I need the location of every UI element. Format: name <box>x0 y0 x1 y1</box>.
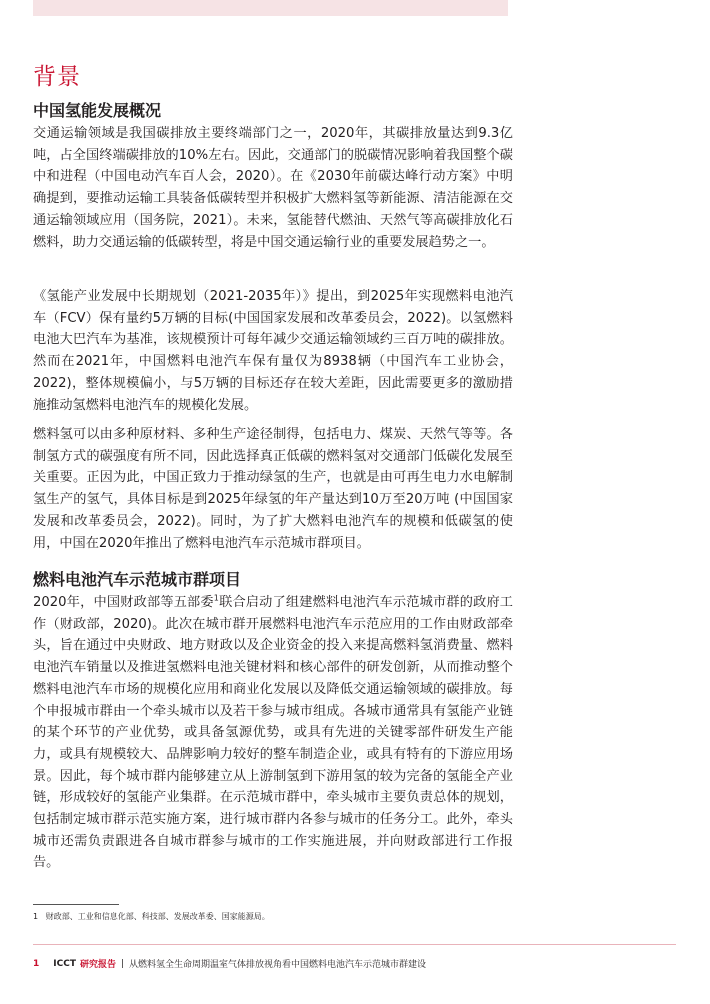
page-footer <box>33 957 426 970</box>
footer-report-type: 研究报告 <box>79 960 116 970</box>
header-band <box>33 0 508 16</box>
footnote-divider <box>33 904 119 905</box>
footer-divider <box>33 944 676 945</box>
footer-title: 从燃料氢全生命周期温室气体排放视角看中国燃料电池汽车示范城市群建设 <box>129 960 427 970</box>
footnote <box>33 911 270 922</box>
footnote-reference[interactable]: 1 <box>213 593 219 603</box>
paragraph-text-body: 联合启动了组建燃料电池汽车示范城市群的政府工作（财政部，2020)。此次在城市群开展燃料电池汽车示范应用的工作由财政部牵头，旨在通过中央财政、地方财政以及企业资金的投入来提高燃料氢消费量、燃料电池汽车销量以及推进氢燃料电池关键材料和核心部件的研发创新，从而推动整个燃料电池汽车市场的规模化应用和商业化发展以及降低交通运输领域的碳排放。每个申报城市群由一个牵头城市以及若干参与城市组成。各城市通常具有氢能产业链的某个环节的产业优势，或具备氢源优势，或具有先进的关键零部件研发生产能力，或具有规模较大、品牌影响力较好的整车制造企业，或具有特有的下游应用场景。因此，每个城市群内能够建立从上游制氢到下游用氢的较为完备的氢能全产业链，形成较好的氢能产业集群。在示范城市群中，牵头城市主要负责总体的规划，包括制定城市群示范实施方案，进行城市群内各参与城市的任务分工。此外，牵头城市还需负责跟进各自城市群参与城市的工作实施进展，并向财政部进行工作报告。 <box>33 595 513 871</box>
footnote-number: 1 <box>33 912 39 921</box>
paragraph-text-lead: 2020年，中国财政部等五部委 <box>33 595 214 610</box>
section-heading-demo-city-clusters: 燃料电池汽车示范城市群项目 <box>33 570 242 589</box>
paragraph-hydrogen-plan: 《氢能产业发展中长期规划（2021-2035年）》提出，到2025年实现燃料电池汽车（FCV）保有量约5万辆的目标(中国国家发展和改革委员会，2022)。以氢燃料电池大巴汽车为基准，该规模预计可每年减少交通运输领域约三百万吨的碳排放。然而在2021年，中国燃料电池汽车保有量仅为8938辆（中国汽车工业协会，2022)，整体规模偏小，与5万辆的目标还存在较大差距，因此需要更多的激励措施推动氢燃料电池汽车的规模化发展。 <box>33 289 513 413</box>
paragraph-transport-emissions: 交通运输领域是我国碳排放主要终端部门之一，2020年，其碳排放量达到9.3亿吨，占全国终端碳排放的10%左右。因此，交通部门的脱碳情况影响着我国整个碳中和进程（中国电动汽车百人会，2020）。在《2030年前碳达峰行动方案》中明确提到，要推动运输工具装备低碳转型并积极扩大燃料氢等新能源、清洁能源在交通运输领域应用（国务院，2021）。未来，氢能替代燃油、天然气等高碳排放化石燃料，助力交通运输的低碳转型，将是中国交通运输行业的重要发展趋势之一。 <box>33 126 513 250</box>
section-heading-hydrogen-overview: 中国氢能发展概况 <box>33 101 162 120</box>
paragraph-demo-city-clusters <box>33 592 513 874</box>
footnote-text: 财政部、工业和信息化部、科技部、发展改革委、国家能源局。 <box>45 912 270 921</box>
footer-brand: ICCT <box>53 958 76 969</box>
footer-separator: | <box>120 958 125 969</box>
paragraph-hydrogen-production: 燃料氢可以由多种原材料、多种生产途径制得，包括电力、煤炭、天然气等等。各制氢方式的碳强度有所不同，因此选择真正低碳的燃料氢对交通部门低碳化发展至关重要。正因为此，中国正致力于推动绿氢的生产，也就是由可再生电力水电解制氢生产的氢气，具体目标是到2025年绿氢的年产量达到10万至20万吨 (中国国家发展和改革委员会，2022)。同时，为了扩大燃料电池汽车的规模和低碳氢的使用，中国在2020年推出了燃料电池汽车示范城市群项目。 <box>33 427 513 551</box>
section-title: 背景 <box>33 64 81 90</box>
page-number: 1 <box>33 958 40 969</box>
